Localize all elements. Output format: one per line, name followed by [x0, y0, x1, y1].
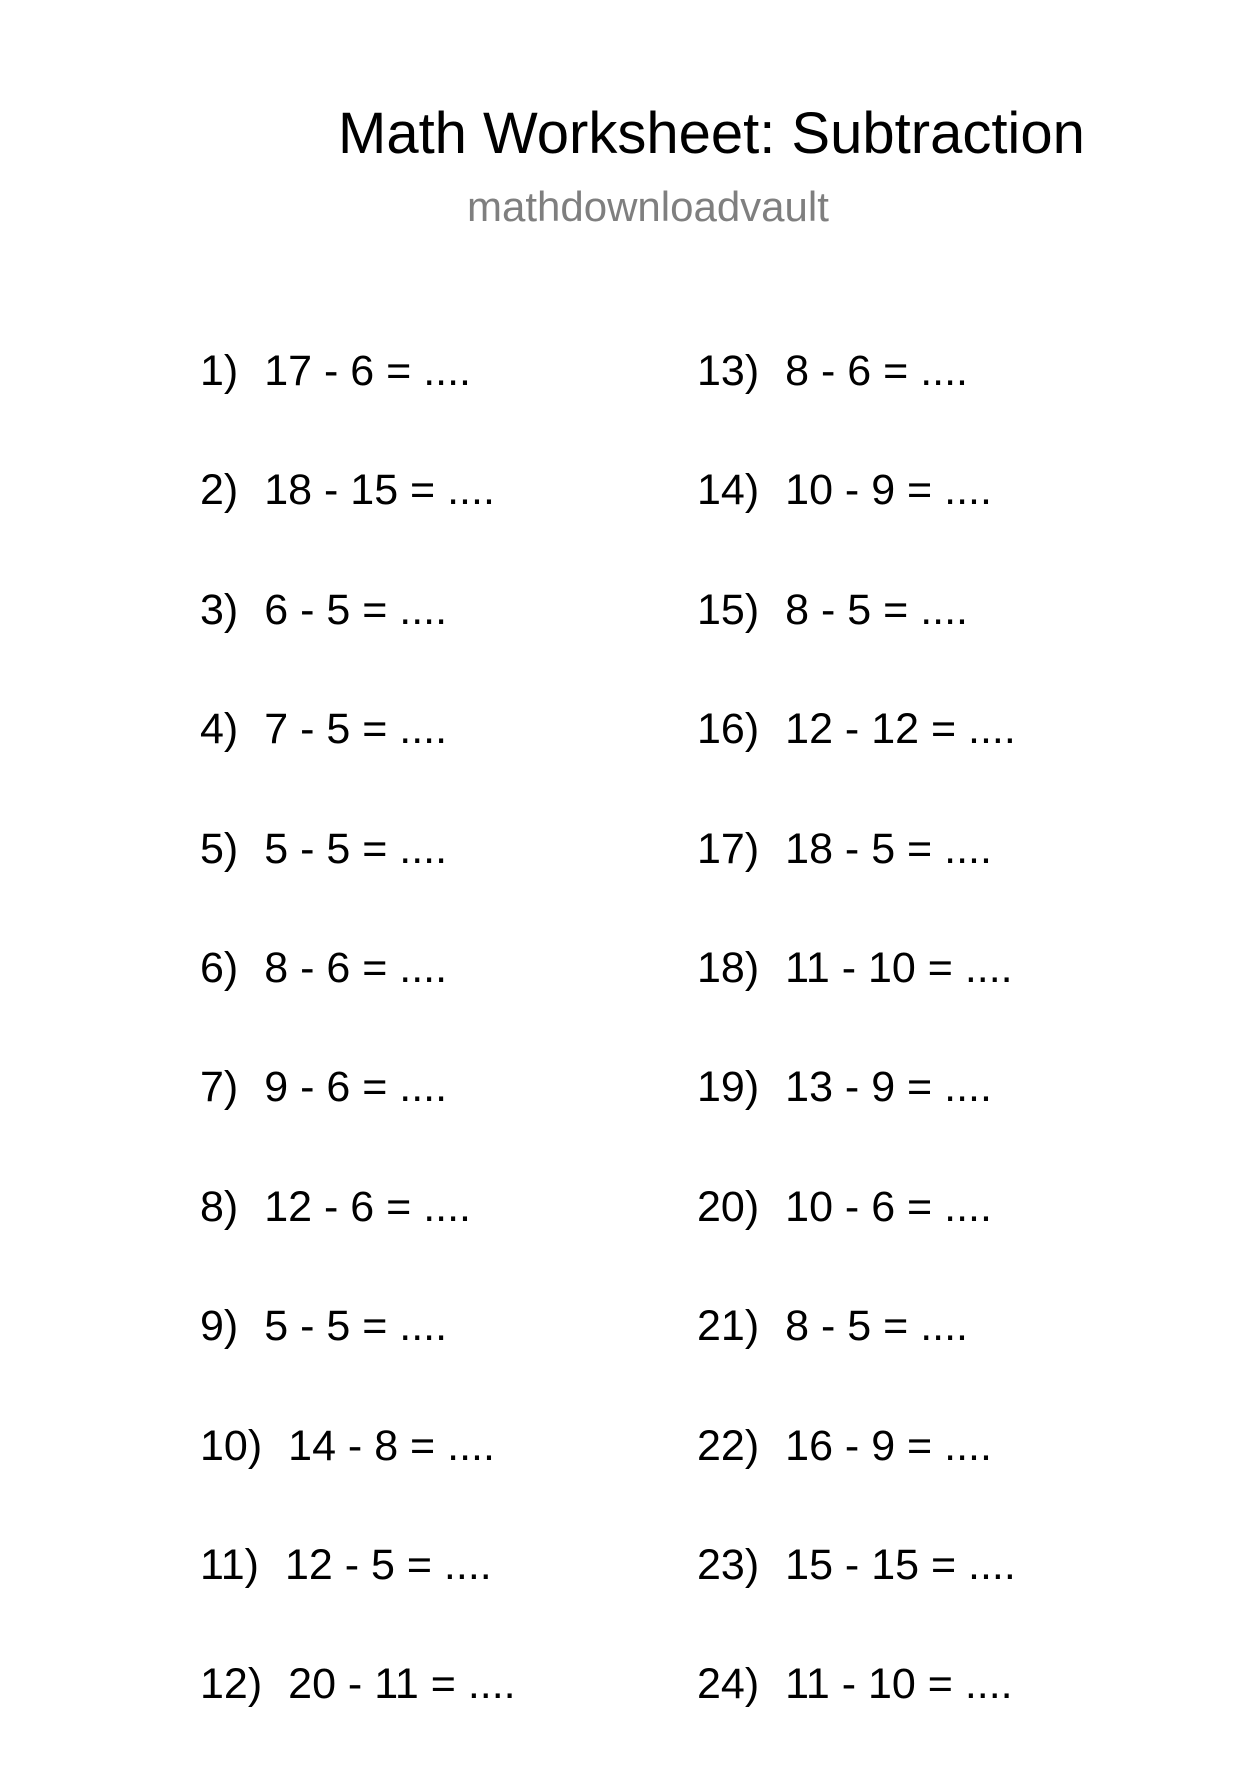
problem-expression: 7 - 5 = .... — [264, 705, 448, 754]
problem-expression: 16 - 9 = .... — [785, 1421, 992, 1470]
problem-expression: 13 - 9 = .... — [785, 1063, 992, 1112]
problem-expression: 10 - 9 = .... — [785, 466, 992, 515]
problem-item — [697, 823, 1117, 942]
problem-expression: 8 - 5 = .... — [785, 1302, 968, 1351]
problem-number: 23) — [697, 1540, 760, 1589]
problem-expression: 14 - 8 = .... — [288, 1421, 495, 1470]
problem-expression: 15 - 15 = .... — [785, 1540, 1016, 1589]
problem-number: 19) — [697, 1063, 760, 1112]
problem-item — [200, 703, 620, 822]
problem-item — [200, 1539, 620, 1658]
problem-item — [200, 464, 620, 583]
problem-expression: 20 - 11 = .... — [288, 1660, 516, 1709]
problem-item — [200, 345, 620, 464]
problem-item — [200, 823, 620, 942]
problem-item — [200, 1300, 620, 1419]
problem-expression: 8 - 6 = .... — [785, 347, 968, 395]
problem-expression: 12 - 12 = .... — [785, 705, 1016, 754]
problem-number: 14) — [697, 466, 760, 515]
problem-item — [697, 703, 1117, 822]
problem-number: 8) — [200, 1182, 239, 1231]
problem-expression: 5 - 5 = .... — [264, 824, 448, 873]
problem-number: 10) — [200, 1421, 263, 1470]
problem-item — [200, 942, 620, 1061]
problem-item — [200, 1181, 620, 1300]
problem-number: 15) — [697, 585, 760, 634]
problem-number: 4) — [200, 705, 239, 754]
problem-item — [200, 584, 620, 703]
problem-item — [697, 1539, 1117, 1658]
problem-expression: 6 - 5 = .... — [264, 585, 448, 634]
problem-item — [697, 1658, 1117, 1777]
problem-number: 12) — [200, 1660, 263, 1709]
problem-number: 22) — [697, 1421, 760, 1470]
problem-number: 3) — [200, 585, 239, 634]
problem-item — [697, 1300, 1117, 1419]
problem-item — [200, 1658, 620, 1777]
problem-number: 7) — [200, 1063, 239, 1112]
problem-number: 24) — [697, 1660, 760, 1709]
problem-column-right — [697, 345, 1117, 1778]
page-title: Math Worksheet: Subtraction — [338, 101, 1085, 166]
problem-number: 11) — [200, 1540, 259, 1589]
problem-expression: 8 - 5 = .... — [785, 585, 968, 634]
problem-number: 21) — [697, 1302, 760, 1351]
problem-expression: 11 - 10 = .... — [785, 1660, 1013, 1709]
problem-expression: 8 - 6 = .... — [264, 943, 448, 992]
problem-expression: 18 - 5 = .... — [785, 824, 992, 873]
problem-item — [697, 1061, 1117, 1180]
problem-item — [697, 464, 1117, 583]
problem-expression: 17 - 6 = .... — [264, 347, 471, 395]
problem-item — [697, 584, 1117, 703]
problem-expression: 9 - 6 = .... — [264, 1063, 448, 1112]
problem-item — [697, 1420, 1117, 1539]
problem-number: 6) — [200, 943, 239, 992]
problem-number: 13) — [697, 347, 760, 395]
problem-expression: 12 - 6 = .... — [264, 1182, 471, 1231]
problem-item — [697, 1181, 1117, 1300]
problem-expression: 18 - 15 = .... — [264, 466, 495, 515]
problem-expression: 11 - 10 = .... — [785, 943, 1013, 992]
problem-number: 9) — [200, 1302, 239, 1351]
problem-expression: 12 - 5 = .... — [284, 1540, 492, 1589]
problem-expression: 10 - 6 = .... — [785, 1182, 992, 1231]
problem-number: 20) — [697, 1182, 760, 1231]
problem-number: 2) — [200, 466, 239, 515]
problem-number: 18) — [697, 943, 760, 992]
problem-item — [200, 1420, 620, 1539]
problem-column-left — [200, 345, 620, 1778]
problem-expression: 5 - 5 = .... — [264, 1302, 448, 1351]
problem-number: 17) — [697, 824, 760, 873]
page-subtitle: mathdownloadvault — [467, 183, 829, 230]
problem-number: 16) — [697, 705, 760, 754]
problem-number: 5) — [200, 824, 239, 873]
problem-item — [697, 942, 1117, 1061]
problem-item — [200, 1061, 620, 1180]
problem-item — [697, 345, 1117, 464]
problem-number: 1) — [200, 347, 239, 395]
